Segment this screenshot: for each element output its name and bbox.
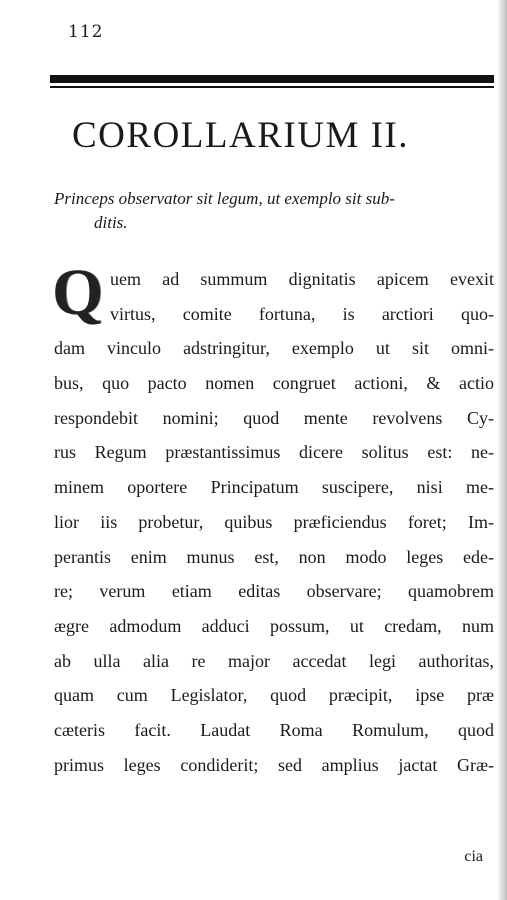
- subtitle-line-1: Princeps observator sit legum, ut exemplo sit sub-: [54, 189, 395, 208]
- body-text: [52, 256, 494, 782]
- section-subtitle: [54, 187, 494, 235]
- text-line: cæteris facit. Laudat Roma Romulum, quod: [54, 719, 494, 740]
- drop-cap: Q: [52, 256, 104, 329]
- text-line: ab ulla alia re major accedat legi authoritas,: [54, 650, 494, 671]
- text-line: lior iis probetur, quibus præficiendus foret; Im-: [54, 511, 494, 532]
- text-line: bus, quo pacto nomen congruet actioni, & actio: [54, 373, 494, 394]
- text-line: rus Regum præstantissimus dicere solitus est: ne-: [54, 442, 494, 463]
- text-line: dam vinculo adstringitur, exemplo ut sit omni-: [54, 338, 494, 359]
- page-edge-shadow: [497, 0, 507, 900]
- header-rule-thick: [50, 75, 494, 83]
- text-line: respondebit nomini; quod mente revolvens Cy-: [54, 407, 494, 428]
- text-line: ægre admodum adduci possum, ut credam, num: [54, 615, 494, 636]
- text-line: virtus, comite fortuna, is arctiori quo-: [110, 303, 494, 324]
- text-line: quam cum Legislator, quod præcipit, ipse præ: [54, 685, 494, 706]
- text-line: uem ad summum dignitatis apicem evexit: [110, 269, 494, 289]
- section-heading: COROLLARIUM II.: [72, 115, 409, 156]
- subtitle-line-2: ditis.: [94, 213, 128, 232]
- text-line: perantis enim munus est, non modo leges ede-: [54, 546, 494, 567]
- text-line: minem oportere Principatum suscipere, nisi me-: [54, 477, 494, 498]
- text-line: primus leges condiderit; sed amplius jactat Græ-: [54, 754, 494, 775]
- catchword: cia: [464, 848, 483, 865]
- header-rule-thin: [50, 86, 494, 88]
- page-number: 112: [68, 22, 104, 42]
- text-line: re; verum etiam editas observare; quamobrem: [54, 581, 494, 602]
